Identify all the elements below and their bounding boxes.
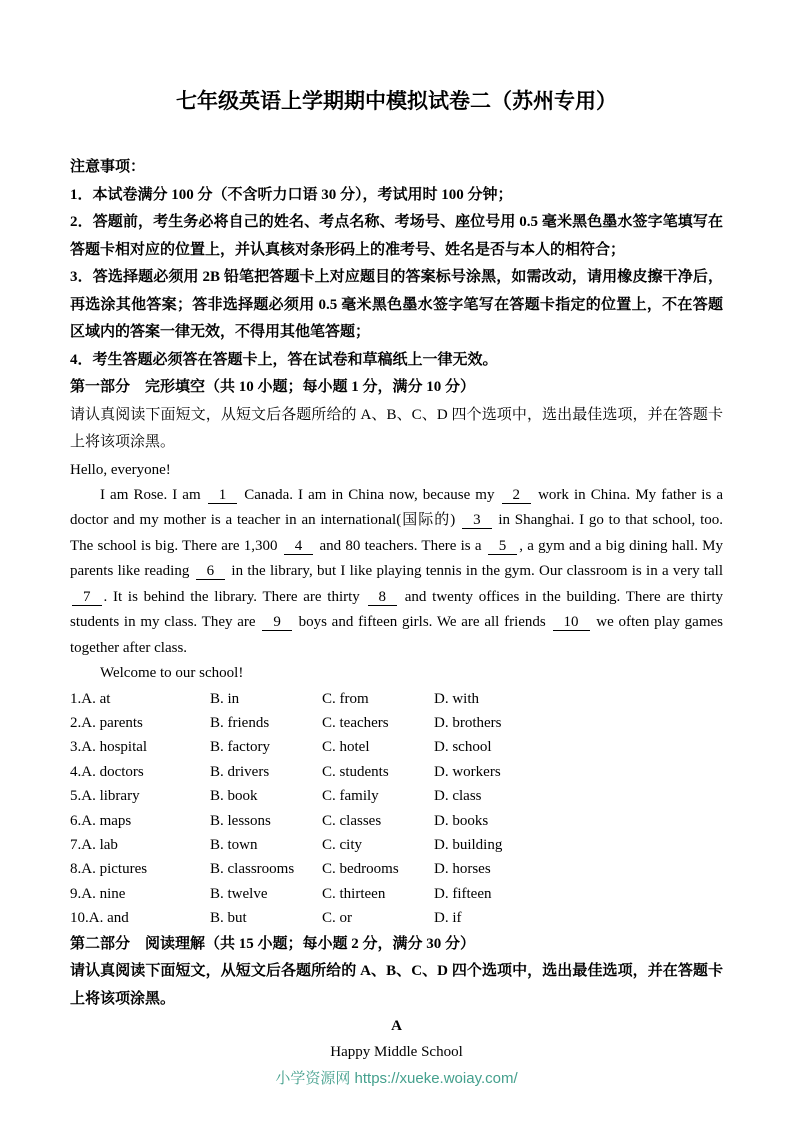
cloze-blank: 7 (72, 589, 102, 606)
cloze-blank: 6 (196, 563, 226, 580)
cloze-question-row (70, 784, 723, 808)
passage-text: I am Rose. I am (100, 486, 206, 503)
notice-heading: 注意事项： (70, 159, 146, 175)
cloze-option: 5.A. library (70, 788, 140, 805)
cloze-question-row (70, 833, 723, 857)
cloze-option: B. in (210, 690, 240, 707)
cloze-option: 9.A. nine (70, 885, 126, 902)
cloze-question-row (70, 711, 723, 735)
cloze-option: C. bedrooms (322, 861, 399, 878)
cloze-option: B. town (210, 836, 258, 853)
reading-passage-title: Happy Middle School (330, 1044, 463, 1061)
section1-instruction: 请认真阅读下面短文，从短文后各题所给的 A、B、C、D 四个选项中，选出最佳选项，并在答题卡上将该项涂黑。 (70, 406, 723, 450)
notice-list (70, 182, 723, 375)
cloze-option: D. with (434, 690, 479, 707)
cloze-option: C. or (322, 910, 352, 927)
section1-heading: 第一部分 完形填空（共 10 小题；每小题 1 分，满分 10 分） (70, 379, 476, 395)
cloze-option: B. but (210, 910, 247, 927)
cloze-question-row (70, 735, 723, 759)
site-watermark: 小学资源网 https://xueke.woiay.com/ (275, 1070, 518, 1087)
cloze-question-row (70, 906, 723, 930)
cloze-option: 8.A. pictures (70, 861, 148, 878)
cloze-option: B. factory (210, 739, 270, 756)
passage-text: , a gym and a big dining hall. My parents like reading (70, 537, 724, 579)
cloze-blank: 2 (502, 487, 532, 504)
passage-text: and 80 teachers. There is a (315, 537, 486, 554)
cloze-option: 3.A. hospital (70, 739, 148, 756)
passage-text: and twenty offices in the building. There are thirty students in my class. They are (70, 588, 723, 630)
cloze-option: D. workers (434, 763, 501, 780)
passage-text: in the library, but I like playing tennis in the gym. Our classroom is in a very tall (227, 563, 723, 579)
cloze-option: C. city (322, 836, 362, 853)
reading-passage-label: A (391, 1018, 402, 1035)
passage-text: work in China. My father is a doctor and my mother is a teacher in an international(国际的) (70, 486, 723, 528)
cloze-option: 1.A. at (70, 690, 111, 707)
notice-item: 4．考生答题必须答在答题卡上，答在试卷和草稿纸上一律无效。 (70, 351, 498, 368)
cloze-option: D. school (434, 739, 492, 756)
cloze-option: C. classes (322, 812, 382, 829)
cloze-blank: 5 (488, 538, 518, 555)
cloze-option: B. classrooms (210, 861, 295, 878)
cloze-option: D. if (434, 910, 462, 927)
cloze-option: C. from (322, 690, 369, 707)
cloze-blank: 9 (262, 614, 292, 631)
cloze-option: 6.A. maps (70, 812, 132, 829)
notice-item: 1．本试卷满分 100 分（不含听力口语 30 分），考试用时 100 分钟； (70, 186, 513, 203)
cloze-option: 10.A. and (70, 910, 129, 927)
cloze-option: 2.A. parents (70, 714, 143, 731)
cloze-question-list (70, 687, 723, 931)
cloze-option: B. lessons (210, 812, 271, 829)
cloze-option: D. horses (434, 861, 491, 878)
cloze-passage (70, 483, 723, 662)
cloze-option: C. family (322, 788, 379, 805)
cloze-option: C. students (322, 763, 389, 780)
cloze-option: B. twelve (210, 885, 268, 902)
cloze-question-row (70, 809, 723, 833)
cloze-blank: 3 (462, 512, 492, 529)
cloze-option: B. drivers (210, 763, 270, 780)
cloze-option: D. brothers (434, 714, 502, 731)
cloze-option: C. teachers (322, 714, 389, 731)
cloze-option: B. friends (210, 714, 270, 731)
cloze-question-row (70, 857, 723, 881)
cloze-question-row (70, 687, 723, 711)
notice-item: 2．答题前，考生务必将自己的姓名、考点名称、考场号、座位号用 0.5 毫米黑色墨水签字笔填写在答题卡相对应的位置上，并认真核对条形码上的准考号、姓名是否与本人的相符合； (70, 214, 723, 258)
cloze-option: B. book (210, 788, 258, 805)
section2-heading: 第二部分 阅读理解（共 15 小题；每小题 2 分，满分 30 分） (70, 935, 476, 952)
cloze-option: D. fifteen (434, 885, 492, 902)
section2-instruction: 请认真阅读下面短文，从短文后各题所给的 A、B、C、D 四个选项中，选出最佳选项，并在答题卡上将该项涂黑。 (70, 963, 723, 1007)
cloze-question-row (70, 882, 723, 906)
passage-greeting: Hello, everyone! (70, 461, 171, 478)
page-title: 七年级英语上学期期中模拟试卷二（苏州专用） (176, 89, 617, 113)
passage-text: . It is behind the library. There are thirty (103, 588, 366, 605)
passage-text: in Shanghai. I go to that school, too. The school is big. There are 1,300 (70, 512, 723, 554)
cloze-option: D. building (434, 836, 503, 853)
passage-text: boys and fifteen girls. We are all friends (293, 614, 551, 630)
cloze-blank: 1 (208, 487, 238, 504)
cloze-option: 7.A. lab (70, 836, 118, 853)
cloze-blank: 4 (284, 538, 314, 555)
cloze-blank: 8 (368, 589, 398, 606)
cloze-blank: 10 (553, 614, 590, 631)
cloze-option: D. books (434, 812, 489, 829)
notice-item: 3．答选择题必须用 2B 铅笔把答题卡上对应题目的答案标号涂黑，如需改动，请用橡皮擦干净后，再选涂其他答案；答非选择题必须用 0.5 毫米黑色墨水签字笔写在答题卡指定的位置上，不在答题区域内的答案一律无效，不得用其他笔答题； (70, 269, 723, 340)
cloze-option: C. hotel (322, 739, 370, 756)
passage-closing: Welcome to our school! (100, 665, 244, 681)
passage-text: we often play games together after class. (70, 614, 723, 656)
cloze-option: D. class (434, 788, 482, 805)
cloze-question-row (70, 760, 723, 784)
passage-text: Canada. I am in China now, because my (239, 486, 500, 503)
cloze-option: C. thirteen (322, 885, 386, 902)
cloze-option: 4.A. doctors (70, 763, 144, 780)
